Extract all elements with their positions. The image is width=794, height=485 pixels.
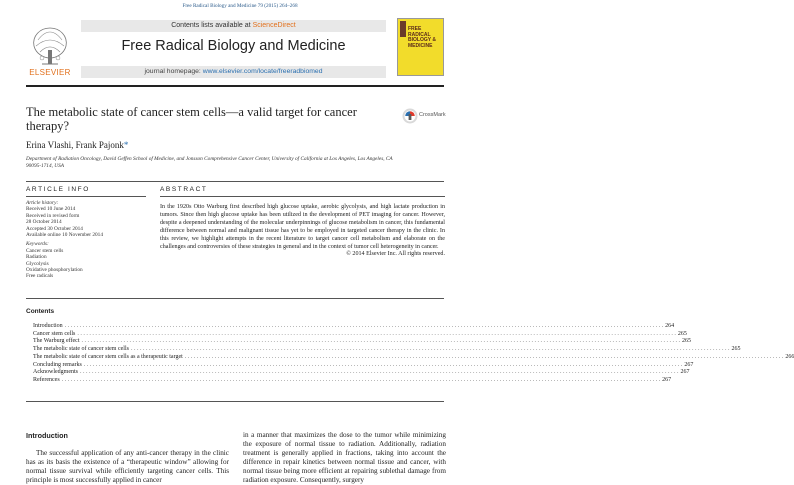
toc-entry-title[interactable]: References bbox=[33, 376, 60, 383]
body-column-right: in a manner that maximizes the dose to the tumor while minimizing the exposure of normal tissue to radiation. Additionally, radiation treatment is generally applied in fractions, taking into account the difference in repair kinetics between normal tissue and cancer, with normal tissue being more efficient at repairing sublethal damage from radiation exposure. Consequently, surgery bbox=[243, 431, 446, 484]
toc-leader: . . . . . . . . . . . . . . . . . . . . . . . . . . . . . . . . . . . . . . . . . . . . . . . . . . . . . . . . . . . . . . . . . . . . . . . . . . . . . . . . . . . . . . . . . . . . . . . . . . . . . . . . . . . . . . . . . . . . . . . . . . . . . . . . . . . . . . . . . . . . . . . . . . . . . . . . . . . . . . . . . . . . . . . . . . . . . . . . . . . . . . . . . . . . . . . . . . . . . . . . bbox=[184, 353, 784, 360]
abstract-heading: ABSTRACT bbox=[160, 186, 208, 193]
article-info-heading: ARTICLE INFO bbox=[26, 186, 90, 193]
authors-text[interactable]: Erina Vlashi, Frank Pajonk bbox=[26, 140, 124, 150]
cover-emblem-icon bbox=[400, 21, 406, 37]
body-column-left: The successful application of any anti-cancer therapy in the clinic has as its basis the existence of a “therapeutic window” allowing for normal tissue survival while efficiently targeting cancer cells. This principle is most successfully applied in cancer bbox=[26, 449, 229, 484]
history-item: Accepted 30 October 2014 bbox=[26, 225, 83, 232]
toc-entry[interactable] bbox=[33, 369, 690, 377]
toc-entry-page: 267 bbox=[680, 369, 690, 376]
toc-entry-page: 265 bbox=[677, 330, 687, 337]
homepage-prefix: journal homepage: bbox=[144, 68, 203, 75]
contents-heading: Contents bbox=[26, 308, 55, 315]
toc-leader: . . . . . . . . . . . . . . . . . . . . . . . . . . . . . . . . . . . . . . . . . . . . . . . . . . . . . . . . . . . . . . . . . . . . . . . . . . . . . . . . . . . . . . . . . . . . . . . . . . . . . . . . . . . . . . . . . . . . . . . . . . . . . . . . . . . . . . . . . . . . . . . . . . . . . . . . . . . . . . . . . . . . . . . . . . . . . . . . . . . . . . . . . . . . . . . . . . . . . . . . bbox=[80, 369, 679, 376]
keywords-label: Keywords: bbox=[26, 241, 49, 248]
abstract-text: In the 1920s Otto Warburg first described high glucose uptake, aerobic glycolysis, and high lactate production in tumors. Since then high glucose uptake has been utilized in the development of PET imaging for cancer. However, despite a deepened understanding of the molecular underpinnings of glucose metabolism in cancer, this fundamental difference between normal and malignant tissue has yet to be employed in targeted cancer therapy in the clinic. In this review, we highlight attempts in the recent literature to target cancer cell metabolism and elaborate on the challenges and controversies of these strategies in general and in the context of tumor cell heterogeneity in cancer. bbox=[160, 204, 445, 250]
toc-entry[interactable] bbox=[33, 323, 675, 331]
journal-homepage-band bbox=[81, 66, 386, 78]
toc-entry-page: 267 bbox=[684, 361, 694, 368]
contents-divider-bottom bbox=[26, 401, 444, 402]
cover-title: FREE RADICAL BIOLOGY & MEDICINE bbox=[408, 26, 436, 49]
keyword-item: Radiation bbox=[26, 254, 47, 261]
section-divider-top bbox=[26, 181, 444, 182]
elsevier-logo-text[interactable]: ELSEVIER bbox=[29, 68, 71, 77]
journal-homepage-link[interactable]: www.elsevier.com/locate/freeradbiomed bbox=[202, 68, 323, 75]
crossmark-icon[interactable] bbox=[402, 108, 418, 124]
toc-leader: . . . . . . . . . . . . . . . . . . . . . . . . . . . . . . . . . . . . . . . . . . . . . . . . . . . . . . . . . . . . . . . . . . . . . . . . . . . . . . . . . . . . . . . . . . . . . . . . . . . . . . . . . . . . . . . . . . . . . . . . . . . . . . . . . . . . . . . . . . . . . . . . . . . . . . . . . . . . . . . . . . . . . . . . . . . . . . . . . . . . . . . . . . . . . . . . . . . . . . . . bbox=[81, 338, 680, 345]
history-item: Received 10 June 2014 bbox=[26, 206, 76, 213]
toc-entry[interactable] bbox=[33, 361, 694, 370]
toc-entry-page: 265 bbox=[682, 338, 691, 345]
article-title: The metabolic state of cancer stem cells—a valid target for cancer therapy? bbox=[26, 105, 357, 133]
table-of-contents bbox=[33, 323, 794, 385]
toc-entry[interactable] bbox=[33, 330, 687, 339]
toc-entry-title[interactable]: The Warburg effect bbox=[33, 338, 80, 345]
toc-entry-page: 265 bbox=[731, 346, 741, 353]
abstract-divider bbox=[160, 196, 445, 197]
toc-entry-title[interactable]: The metabolic state of cancer stem cells as a therapeutic target bbox=[33, 353, 183, 360]
keyword-item: Free radicals bbox=[26, 273, 54, 280]
toc-leader: . . . . . . . . . . . . . . . . . . . . . . . . . . . . . . . . . . . . . . . . . . . . . . . . . . . . . . . . . . . . . . . . . . . . . . . . . . . . . . . . . . . . . . . . . . . . . . . . . . . . . . . . . . . . . . . . . . . . . . . . . . . . . . . . . . . . . . . . . . . . . . . . . . . . . . . . . . . . . . . . . . . . . . . . . . . . . . . . . . . . . . . . . . . . . . . . . . . . . . . . bbox=[83, 361, 683, 368]
toc-leader: . . . . . . . . . . . . . . . . . . . . . . . . . . . . . . . . . . . . . . . . . . . . . . . . . . . . . . . . . . . . . . . . . . . . . . . . . . . . . . . . . . . . . . . . . . . . . . . . . . . . . . . . . . . . . . . . . . . . . . . . . . . . . . . . . . . . . . . . . . . . . . . . . . . . . . . . . . . . . . . . . . . . . . . . . . . . . . . . . . . . . . . . . . . . . . . . . . . . . . . . bbox=[130, 346, 730, 353]
author-list bbox=[26, 140, 128, 150]
toc-entry-title[interactable]: Acknowledgments bbox=[33, 369, 78, 376]
introduction-heading: Introduction bbox=[26, 431, 68, 440]
sciencedirect-link[interactable]: ScienceDirect bbox=[252, 22, 296, 29]
abstract-body bbox=[160, 204, 445, 259]
history-item: Available online 10 November 2014 bbox=[26, 232, 103, 239]
journal-citation[interactable]: Free Radical Biology and Medicine 79 (2015) 264–268 bbox=[182, 3, 298, 9]
journal-title: Free Radical Biology and Medicine bbox=[121, 38, 346, 54]
toc-leader: . . . . . . . . . . . . . . . . . . . . . . . . . . . . . . . . . . . . . . . . . . . . . . . . . . . . . . . . . . . . . . . . . . . . . . . . . . . . . . . . . . . . . . . . . . . . . . . . . . . . . . . . . . . . . . . . . . . . . . . . . . . . . . . . . . . . . . . . . . . . . . . . . . . . . . . . . . . . . . . . . . . . . . . . . . . . . . . . . . . . . . . . . . . . . . . . . . . . . . . . bbox=[77, 330, 676, 337]
toc-entry-page: 266 bbox=[785, 353, 794, 360]
toc-leader: . . . . . . . . . . . . . . . . . . . . . . . . . . . . . . . . . . . . . . . . . . . . . . . . . . . . . . . . . . . . . . . . . . . . . . . . . . . . . . . . . . . . . . . . . . . . . . . . . . . . . . . . . . . . . . . . . . . . . . . . . . . . . . . . . . . . . . . . . . . . . . . . . . . . . . . . . . . . . . . . . . . . . . . . . . . . . . . . . . . . . . . . . . . . . . . . . . . . . . . . bbox=[64, 323, 664, 329]
contents-divider-top bbox=[26, 298, 444, 299]
crossmark-label[interactable]: CrossMark bbox=[419, 112, 446, 118]
toc-entry-title[interactable]: The metabolic state of cancer stem cells bbox=[33, 346, 129, 353]
history-label: Article history: bbox=[26, 200, 59, 206]
header-divider bbox=[26, 85, 444, 87]
toc-entry-title[interactable]: Cancer stem cells bbox=[33, 330, 76, 337]
article-info-divider bbox=[26, 196, 146, 197]
corresponding-author-mark[interactable]: * bbox=[123, 140, 129, 150]
keyword-item: Oxidative phosphorylation bbox=[26, 267, 83, 274]
toc-entry-title[interactable]: Concluding remarks bbox=[33, 361, 82, 368]
keyword-item: Cancer stem cells bbox=[26, 247, 64, 254]
toc-entry[interactable] bbox=[33, 353, 794, 362]
contents-available-band bbox=[81, 20, 386, 32]
toc-entry-page: 267 bbox=[662, 376, 672, 383]
contents-prefix: Contents lists available at bbox=[171, 22, 253, 29]
toc-entry[interactable] bbox=[33, 376, 672, 385]
toc-leader: . . . . . . . . . . . . . . . . . . . . . . . . . . . . . . . . . . . . . . . . . . . . . . . . . . . . . . . . . . . . . . . . . . . . . . . . . . . . . . . . . . . . . . . . . . . . . . . . . . . . . . . . . . . . . . . . . . . . . . . . . . . . . . . . . . . . . . . . . . . . . . . . . . . . . . . . . . . . . . . . . . . . . . . . . . . . . . . . . . . . . . . . . . . . . . . . . . . . . . . . bbox=[61, 376, 661, 383]
history-item: 28 October 2014 bbox=[26, 219, 62, 226]
keyword-item: Glycolysis bbox=[26, 260, 49, 267]
toc-entry[interactable] bbox=[33, 338, 691, 346]
history-item: Received in revised form bbox=[26, 212, 80, 219]
toc-entry-page: 264 bbox=[665, 323, 675, 329]
toc-entry[interactable] bbox=[33, 346, 741, 354]
author-affiliation: Department of Radiation Oncology, David Geffen School of Medicine, and Jonsson Comprehensive Cancer Center, University of California at Los Angeles, Los Angeles, CA 90095-1714, USA bbox=[26, 156, 393, 169]
toc-entry-title[interactable]: Introduction bbox=[33, 323, 63, 329]
copyright-notice: © 2014 Elsevier Inc. All rights reserved. bbox=[346, 251, 445, 258]
article-info-block bbox=[26, 200, 146, 280]
